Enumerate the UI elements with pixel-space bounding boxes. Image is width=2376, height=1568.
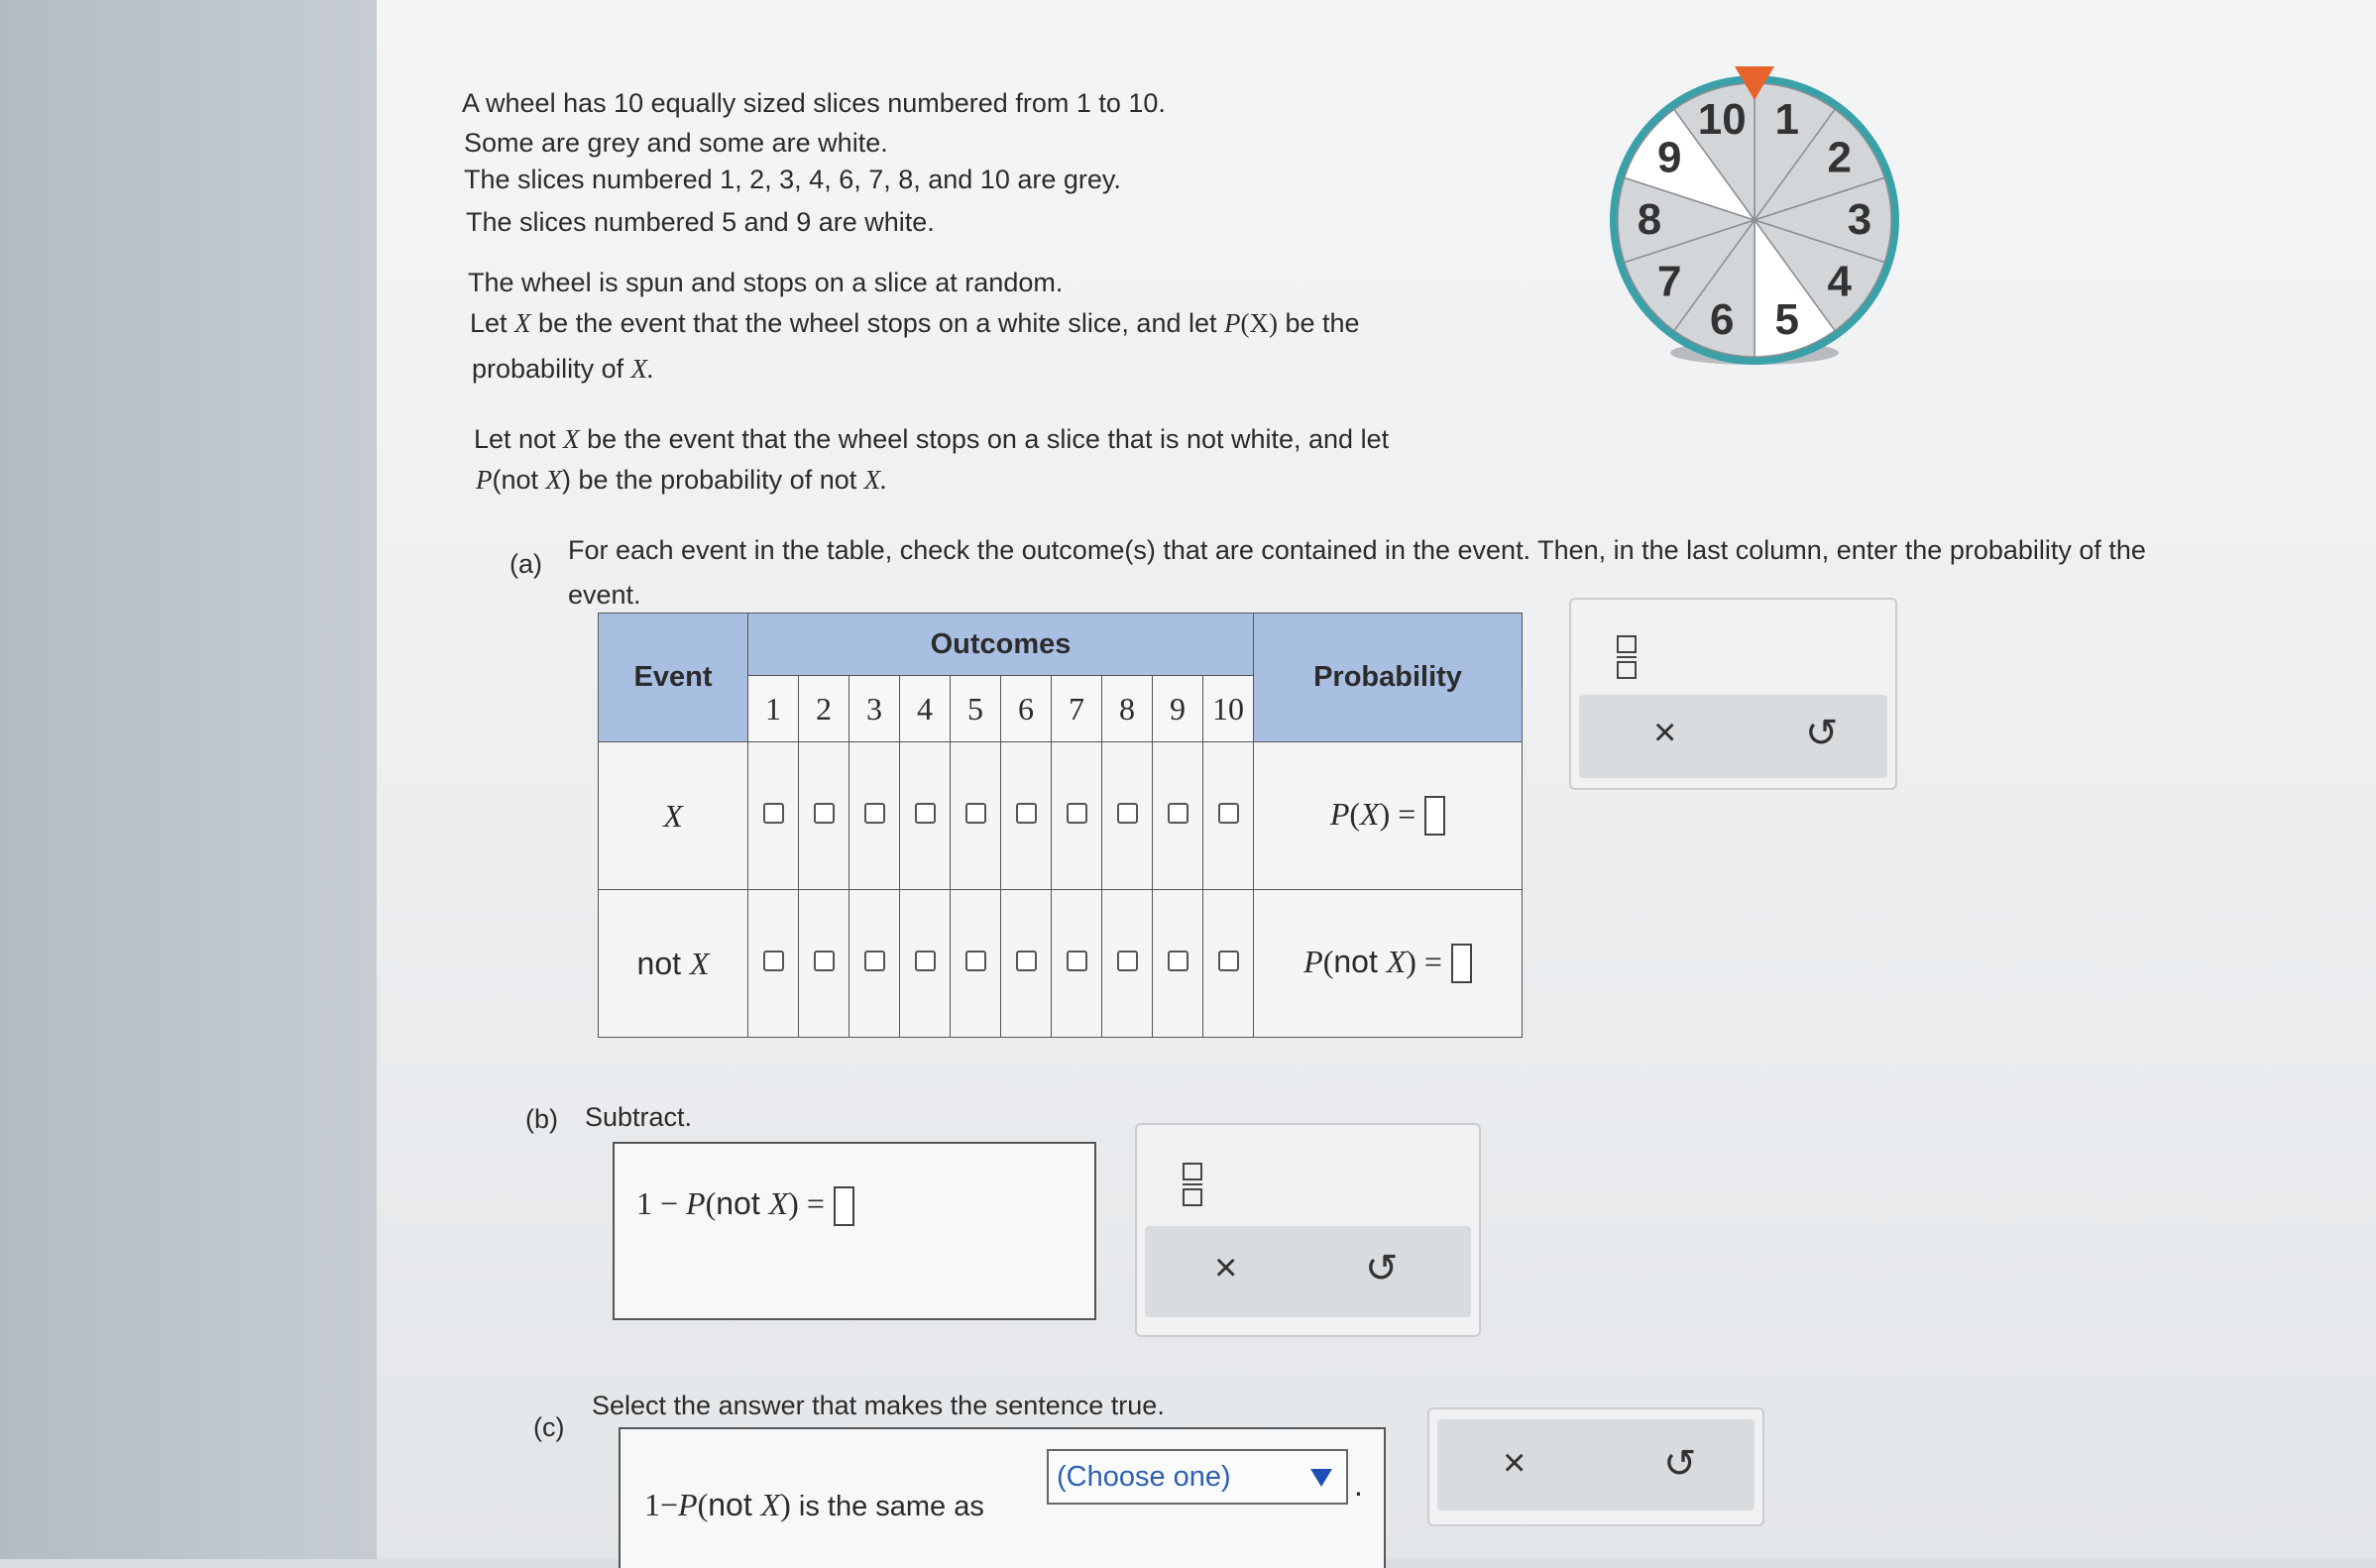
table-row-x	[599, 742, 1523, 890]
intro-line-8	[474, 419, 1389, 459]
wheel-label-10: 10	[1697, 95, 1747, 145]
wheel-label-6: 6	[1710, 294, 1735, 344]
answer-tools-c	[1427, 1407, 1764, 1526]
expr-part: not	[716, 1185, 769, 1221]
expr-part: 1	[644, 1487, 660, 1522]
outcome-checkbox-x-9[interactable]	[1168, 803, 1188, 824]
outcome-checkbox-not-x-4[interactable]	[915, 951, 936, 971]
tool-bar	[1145, 1226, 1471, 1317]
tool-bar	[1437, 1419, 1754, 1511]
outcome-checkbox-not-x-5[interactable]	[965, 951, 986, 971]
answer-tools-b	[1135, 1123, 1481, 1337]
checkbox-cell	[1153, 890, 1203, 1038]
undo-icon[interactable]: ↺	[1663, 1442, 1697, 1486]
event-cell-x	[599, 742, 748, 890]
prob-eq: =	[1390, 795, 1416, 832]
math-var: X	[514, 308, 531, 338]
outcome-checkbox-x-1[interactable]	[763, 803, 784, 824]
text-segment: (not	[492, 465, 546, 495]
spinner-wheel	[1591, 64, 1918, 382]
checkbox-cell	[1102, 890, 1153, 1038]
checkbox-cell	[951, 890, 1001, 1038]
event-var: X	[689, 945, 710, 981]
checkbox-cell	[1052, 742, 1102, 890]
intro-line-9	[476, 460, 887, 500]
expr-part: −	[660, 1487, 679, 1522]
outcome-checkbox-x-7[interactable]	[1067, 803, 1087, 824]
outcome-header-8: 8	[1102, 676, 1153, 742]
tool-bar	[1579, 695, 1887, 778]
part-c-label: (c)	[533, 1412, 565, 1442]
intro-line-2: Some are grey and some are white.	[464, 128, 888, 158]
expr-part: is the same as	[790, 1491, 984, 1522]
wheel-label-3: 3	[1847, 195, 1872, 244]
probability-cell-not-x	[1254, 890, 1523, 1038]
clear-icon[interactable]: ×	[1653, 711, 1677, 754]
checkbox-cell	[1052, 890, 1102, 1038]
text-segment: probability of	[472, 354, 631, 384]
text-segment: )	[562, 465, 572, 495]
outcome-checkbox-not-x-8[interactable]	[1117, 951, 1138, 971]
prob-open: (	[1349, 795, 1361, 832]
answer-tools-a	[1569, 598, 1897, 790]
expr-part: not	[708, 1487, 761, 1522]
checkbox-cell	[1001, 890, 1052, 1038]
text-segment: be the	[1277, 308, 1360, 338]
outcome-header-6: 6	[1001, 676, 1052, 742]
subtract-answer-box	[613, 1142, 1096, 1320]
part-b-label: (b)	[525, 1104, 558, 1134]
outcome-checkbox-not-x-9[interactable]	[1168, 951, 1188, 971]
outcome-header-7: 7	[1052, 676, 1102, 742]
math-var: X	[545, 465, 563, 495]
text-segment: be the probability of not	[571, 465, 864, 495]
prob-p: P	[1329, 795, 1350, 832]
prob-eq: =	[1415, 943, 1442, 979]
outcome-header-3: 3	[849, 676, 900, 742]
event-prefix: not	[636, 945, 690, 981]
wheel-slices	[1618, 83, 1891, 357]
intro-line-3: The slices numbered 1, 2, 3, 4, 6, 7, 8, and 10 are grey.	[464, 165, 1121, 194]
wheel-label-8: 8	[1637, 195, 1662, 244]
dropdown-arrow-icon	[1310, 1469, 1332, 1487]
prob-open: (	[1322, 943, 1334, 979]
checkbox-cell	[1001, 742, 1052, 890]
checkbox-cell	[951, 742, 1001, 890]
part-b-text: Subtract.	[585, 1102, 693, 1132]
probability-input-not-x[interactable]	[1451, 944, 1472, 983]
event-var: X	[663, 797, 683, 834]
math-var: X.	[863, 465, 887, 495]
checkbox-cell	[799, 890, 849, 1038]
math-expr: (X)	[1240, 308, 1278, 338]
prob-not: not	[1333, 943, 1387, 979]
checkbox-cell	[1203, 890, 1254, 1038]
outcomes-header: Outcomes	[748, 614, 1254, 676]
wheel-label-7: 7	[1657, 257, 1682, 306]
checkbox-cell	[1102, 742, 1153, 890]
outcomes-table	[598, 613, 1523, 1038]
checkbox-cell	[900, 890, 951, 1038]
prob-close: )	[1406, 943, 1416, 979]
expr-part: P	[678, 1487, 698, 1522]
checkbox-cell	[799, 742, 849, 890]
expr-part: =	[798, 1185, 825, 1221]
outcome-checkbox-not-x-3[interactable]	[864, 951, 885, 971]
intro-line-5: The wheel is spun and stops on a slice at random.	[468, 268, 1064, 297]
expr-part: −	[652, 1185, 687, 1221]
expr-part: (	[697, 1487, 709, 1522]
text-segment: be the event that the wheel stops on a white slice, and let	[530, 308, 1224, 338]
outcome-header-5: 5	[951, 676, 1001, 742]
intro-line-4: The slices numbered 5 and 9 are white.	[466, 207, 935, 237]
fraction-icon[interactable]	[1617, 635, 1637, 679]
sentence-period: .	[1354, 1467, 1363, 1503]
text-segment: be the event that the wheel stops on a slice that is not white, and let	[579, 424, 1390, 454]
outcome-header-1: 1	[748, 676, 799, 742]
expr-part: (	[705, 1185, 717, 1221]
outcome-checkbox-not-x-2[interactable]	[814, 951, 835, 971]
outcome-checkbox-x-2[interactable]	[814, 803, 835, 824]
subtract-expression	[636, 1183, 854, 1226]
intro-line-1: A wheel has 10 equally sized slices numbered from 1 to 10.	[462, 88, 1166, 118]
undo-icon[interactable]: ↺	[1805, 712, 1839, 755]
prob-var: X	[1360, 795, 1380, 832]
outcome-checkbox-x-8[interactable]	[1117, 803, 1138, 824]
outcome-checkbox-x-3[interactable]	[864, 803, 885, 824]
outcome-checkbox-not-x-7[interactable]	[1067, 951, 1087, 971]
math-var: X.	[630, 354, 654, 384]
checkbox-cell	[748, 742, 799, 890]
wheel-label-2: 2	[1827, 133, 1852, 182]
clear-icon[interactable]: ×	[1503, 1441, 1527, 1485]
checkbox-cell	[1153, 742, 1203, 890]
part-c-text: Select the answer that makes the sentence true.	[592, 1391, 1165, 1420]
wheel-label-1: 1	[1774, 95, 1799, 145]
expr-part: X	[760, 1487, 781, 1522]
outcome-header-9: 9	[1153, 676, 1203, 742]
subtract-answer-input[interactable]	[834, 1186, 854, 1226]
checkbox-cell	[849, 742, 900, 890]
intro-line-6	[470, 303, 1360, 343]
text-segment: Let	[470, 308, 515, 338]
background-strip	[0, 0, 406, 1559]
outcome-checkbox-x-4[interactable]	[915, 803, 936, 824]
outcome-checkbox-x-6[interactable]	[1016, 803, 1037, 824]
event-header: Event	[599, 614, 748, 742]
expr-part: X	[768, 1185, 789, 1221]
prob-var: X	[1386, 943, 1407, 979]
sentence-expression	[644, 1485, 984, 1526]
table-row-not-x	[599, 890, 1523, 1038]
expr-part: P	[686, 1185, 706, 1221]
fraction-icon[interactable]	[1183, 1163, 1202, 1206]
undo-icon[interactable]: ↺	[1365, 1247, 1399, 1290]
outcome-checkbox-not-x-6[interactable]	[1016, 951, 1037, 971]
checkbox-cell	[900, 742, 951, 890]
outcome-checkbox-not-x-10[interactable]	[1218, 951, 1239, 971]
text-segment: Let not	[474, 424, 564, 454]
outcome-header-2: 2	[799, 676, 849, 742]
dropdown-value: (Choose one)	[1057, 1461, 1231, 1493]
checkbox-cell	[748, 890, 799, 1038]
checkbox-cell	[1203, 742, 1254, 890]
outcome-checkbox-x-5[interactable]	[965, 803, 986, 824]
expr-part: )	[788, 1185, 799, 1221]
prob-close: )	[1379, 795, 1391, 832]
outcome-header-4: 4	[900, 676, 951, 742]
sentence-box	[619, 1427, 1386, 1568]
prob-p: P	[1303, 943, 1323, 979]
outcome-checkbox-not-x-1[interactable]	[763, 951, 784, 971]
probability-input-x[interactable]	[1424, 796, 1445, 836]
wheel-label-9: 9	[1657, 133, 1682, 182]
probability-cell-x	[1254, 742, 1523, 890]
part-a-text-cont: event.	[568, 580, 641, 610]
wheel-label-5: 5	[1774, 294, 1799, 344]
part-a-text: For each event in the table, check the outcome(s) that are contained in the event. Then, in the last column, enter the probability of the	[568, 535, 2146, 565]
event-cell-not-x	[599, 890, 748, 1038]
intro-line-7	[472, 349, 654, 389]
clear-icon[interactable]: ×	[1214, 1246, 1238, 1289]
probability-header: Probability	[1254, 614, 1523, 742]
wheel-label-4: 4	[1827, 257, 1852, 306]
outcome-checkbox-x-10[interactable]	[1218, 803, 1239, 824]
choose-one-dropdown[interactable]	[1047, 1449, 1348, 1505]
expr-part: )	[780, 1487, 791, 1522]
math-var: X	[563, 424, 580, 454]
outcome-header-10: 10	[1203, 676, 1254, 742]
math-var: P	[476, 465, 493, 495]
math-var: P	[1224, 308, 1241, 338]
expr-part: 1	[636, 1185, 652, 1221]
part-a-label: (a)	[509, 549, 542, 579]
checkbox-cell	[849, 890, 900, 1038]
